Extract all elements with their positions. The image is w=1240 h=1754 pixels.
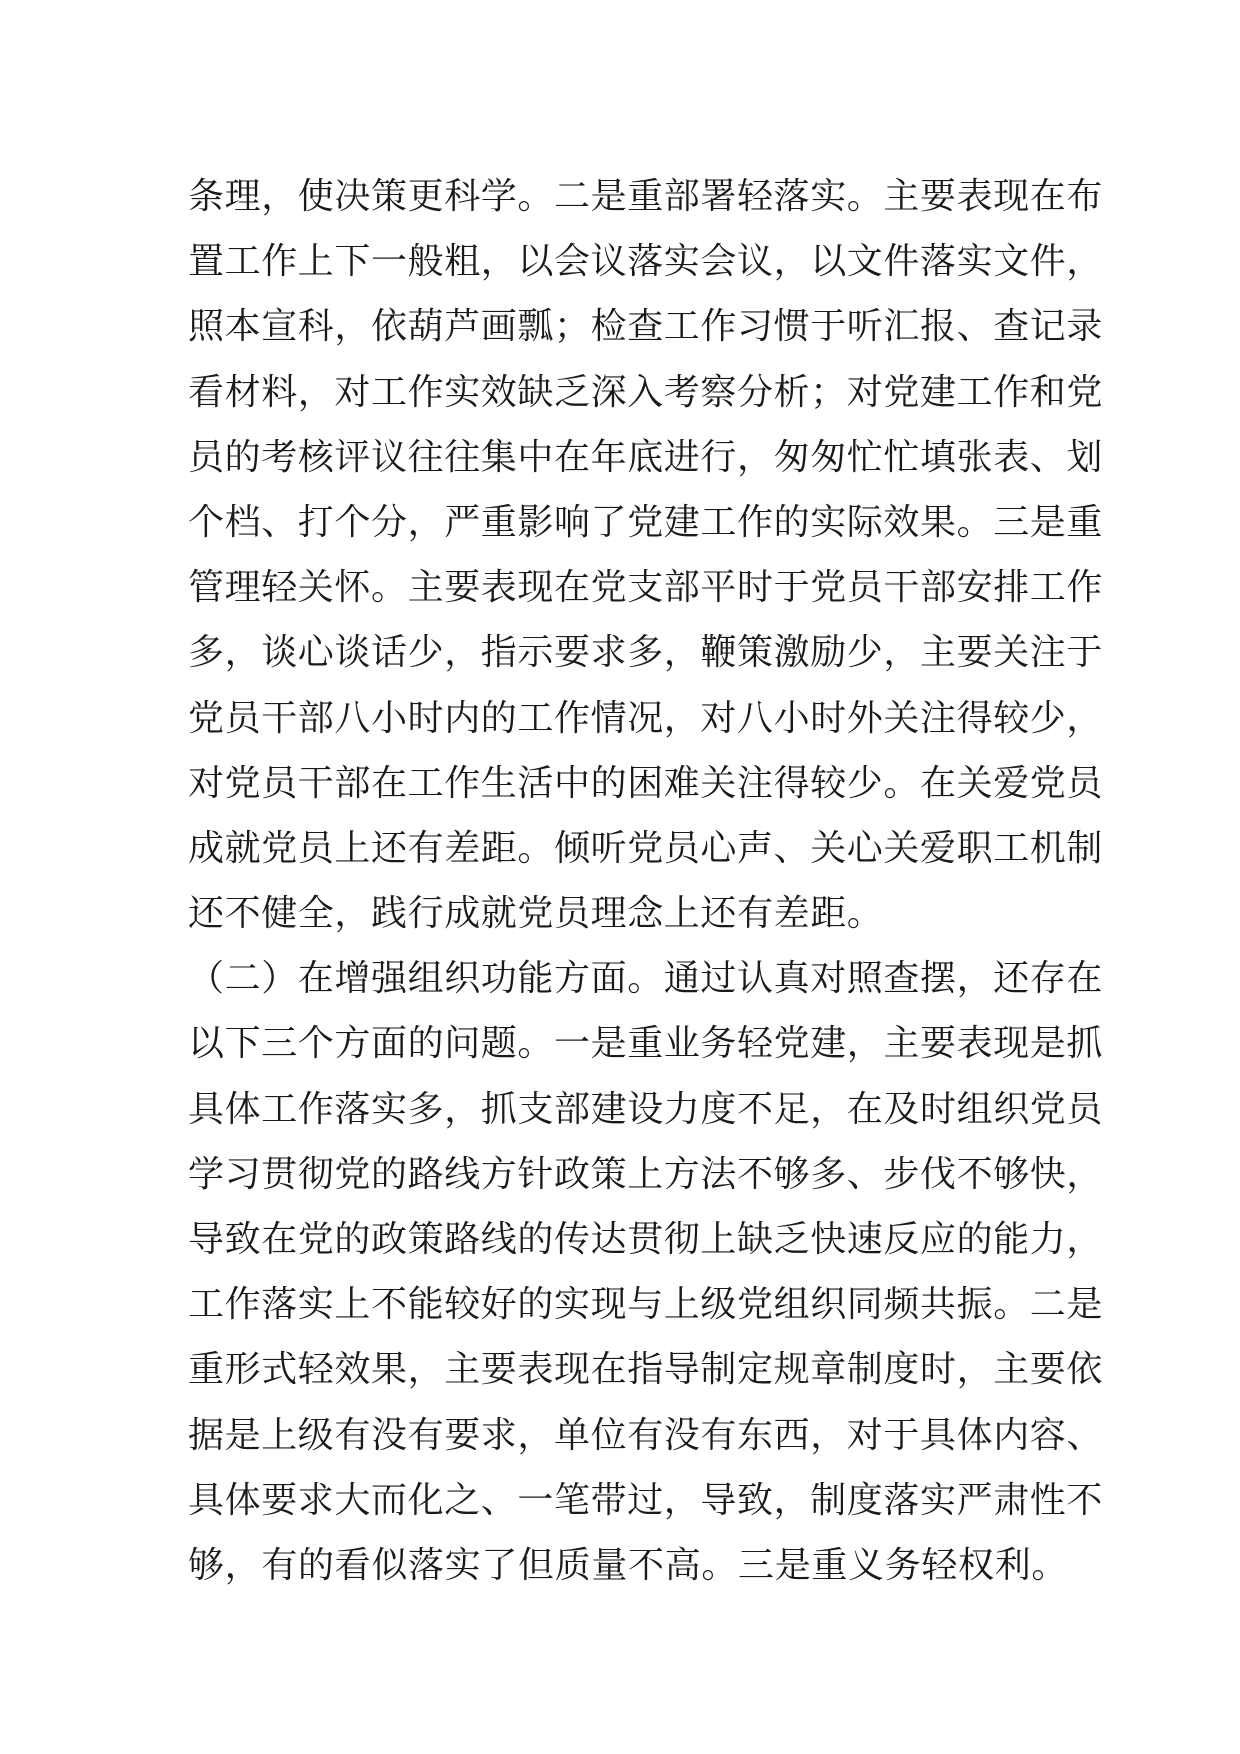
text-line: 个档、打个分，严重影响了党建工作的实际效果。三是重 (188, 501, 1104, 543)
text-line: 工作落实上不能较好的实现与上级党组织同频共振。二是 (188, 1284, 1104, 1326)
section-heading-line: （二）在增强组织功能方面。通过认真对照查摆，还存在 (188, 958, 1104, 1000)
text-line: 置工作上下一般粗，以会议落实会议，以文件落实文件， (188, 241, 1104, 283)
text-line: 管理轻关怀。主要表现在党支部平时于党员干部安排工作 (188, 567, 1104, 609)
text-line: 导致在党的政策路线的传达贯彻上缺乏快速反应的能力， (188, 1219, 1104, 1260)
text-line: 对党员干部在工作生活中的困难关注得较少。在关爱党员 (188, 762, 1104, 804)
text-line: 重形式轻效果，主要表现在指导制定规章制度时，主要依 (188, 1349, 1104, 1391)
paragraph-end-line: 还不健全，践行成就党员理念上还有差距。 (188, 893, 884, 935)
text-line: 看材料，对工作实效缺乏深入考察分析；对党建工作和党 (188, 371, 1104, 413)
text-line: 据是上级有没有要求，单位有没有东西，对于具体内容、 (188, 1414, 1104, 1456)
text-line: 具体要求大而化之、一笔带过，导致，制度落实严肃性不 (188, 1479, 1104, 1521)
text-line: 党员干部八小时内的工作情况，对八小时外关注得较少， (188, 697, 1104, 739)
text-line: 成就党员上还有差距。倾听党员心声、关心关爱职工机制 (188, 827, 1104, 869)
text-line: 条理，使决策更科学。二是重部署轻落实。主要表现在布 (188, 176, 1104, 217)
text-line: 以下三个方面的问题。一是重业务轻党建，主要表现是抓 (188, 1023, 1104, 1065)
text-line: 照本宣科，依葫芦画瓢；检查工作习惯于听汇报、查记录 (188, 306, 1104, 348)
text-line: 够，有的看似落实了但质量不高。三是重义务轻权利。 (188, 1544, 1068, 1586)
text-line: 学习贯彻党的路线方针政策上方法不够多、步伐不够快， (188, 1153, 1104, 1195)
text-line: 员的考核评议往往集中在年底进行，匆匆忙忙填张表、划 (188, 436, 1104, 478)
body-text (188, 164, 1104, 1598)
text-line: 多，谈心谈话少，指示要求多，鞭策激励少，主要关注于 (188, 632, 1104, 674)
text-line: 具体工作落实多，抓支部建设力度不足，在及时组织党员 (188, 1088, 1104, 1130)
